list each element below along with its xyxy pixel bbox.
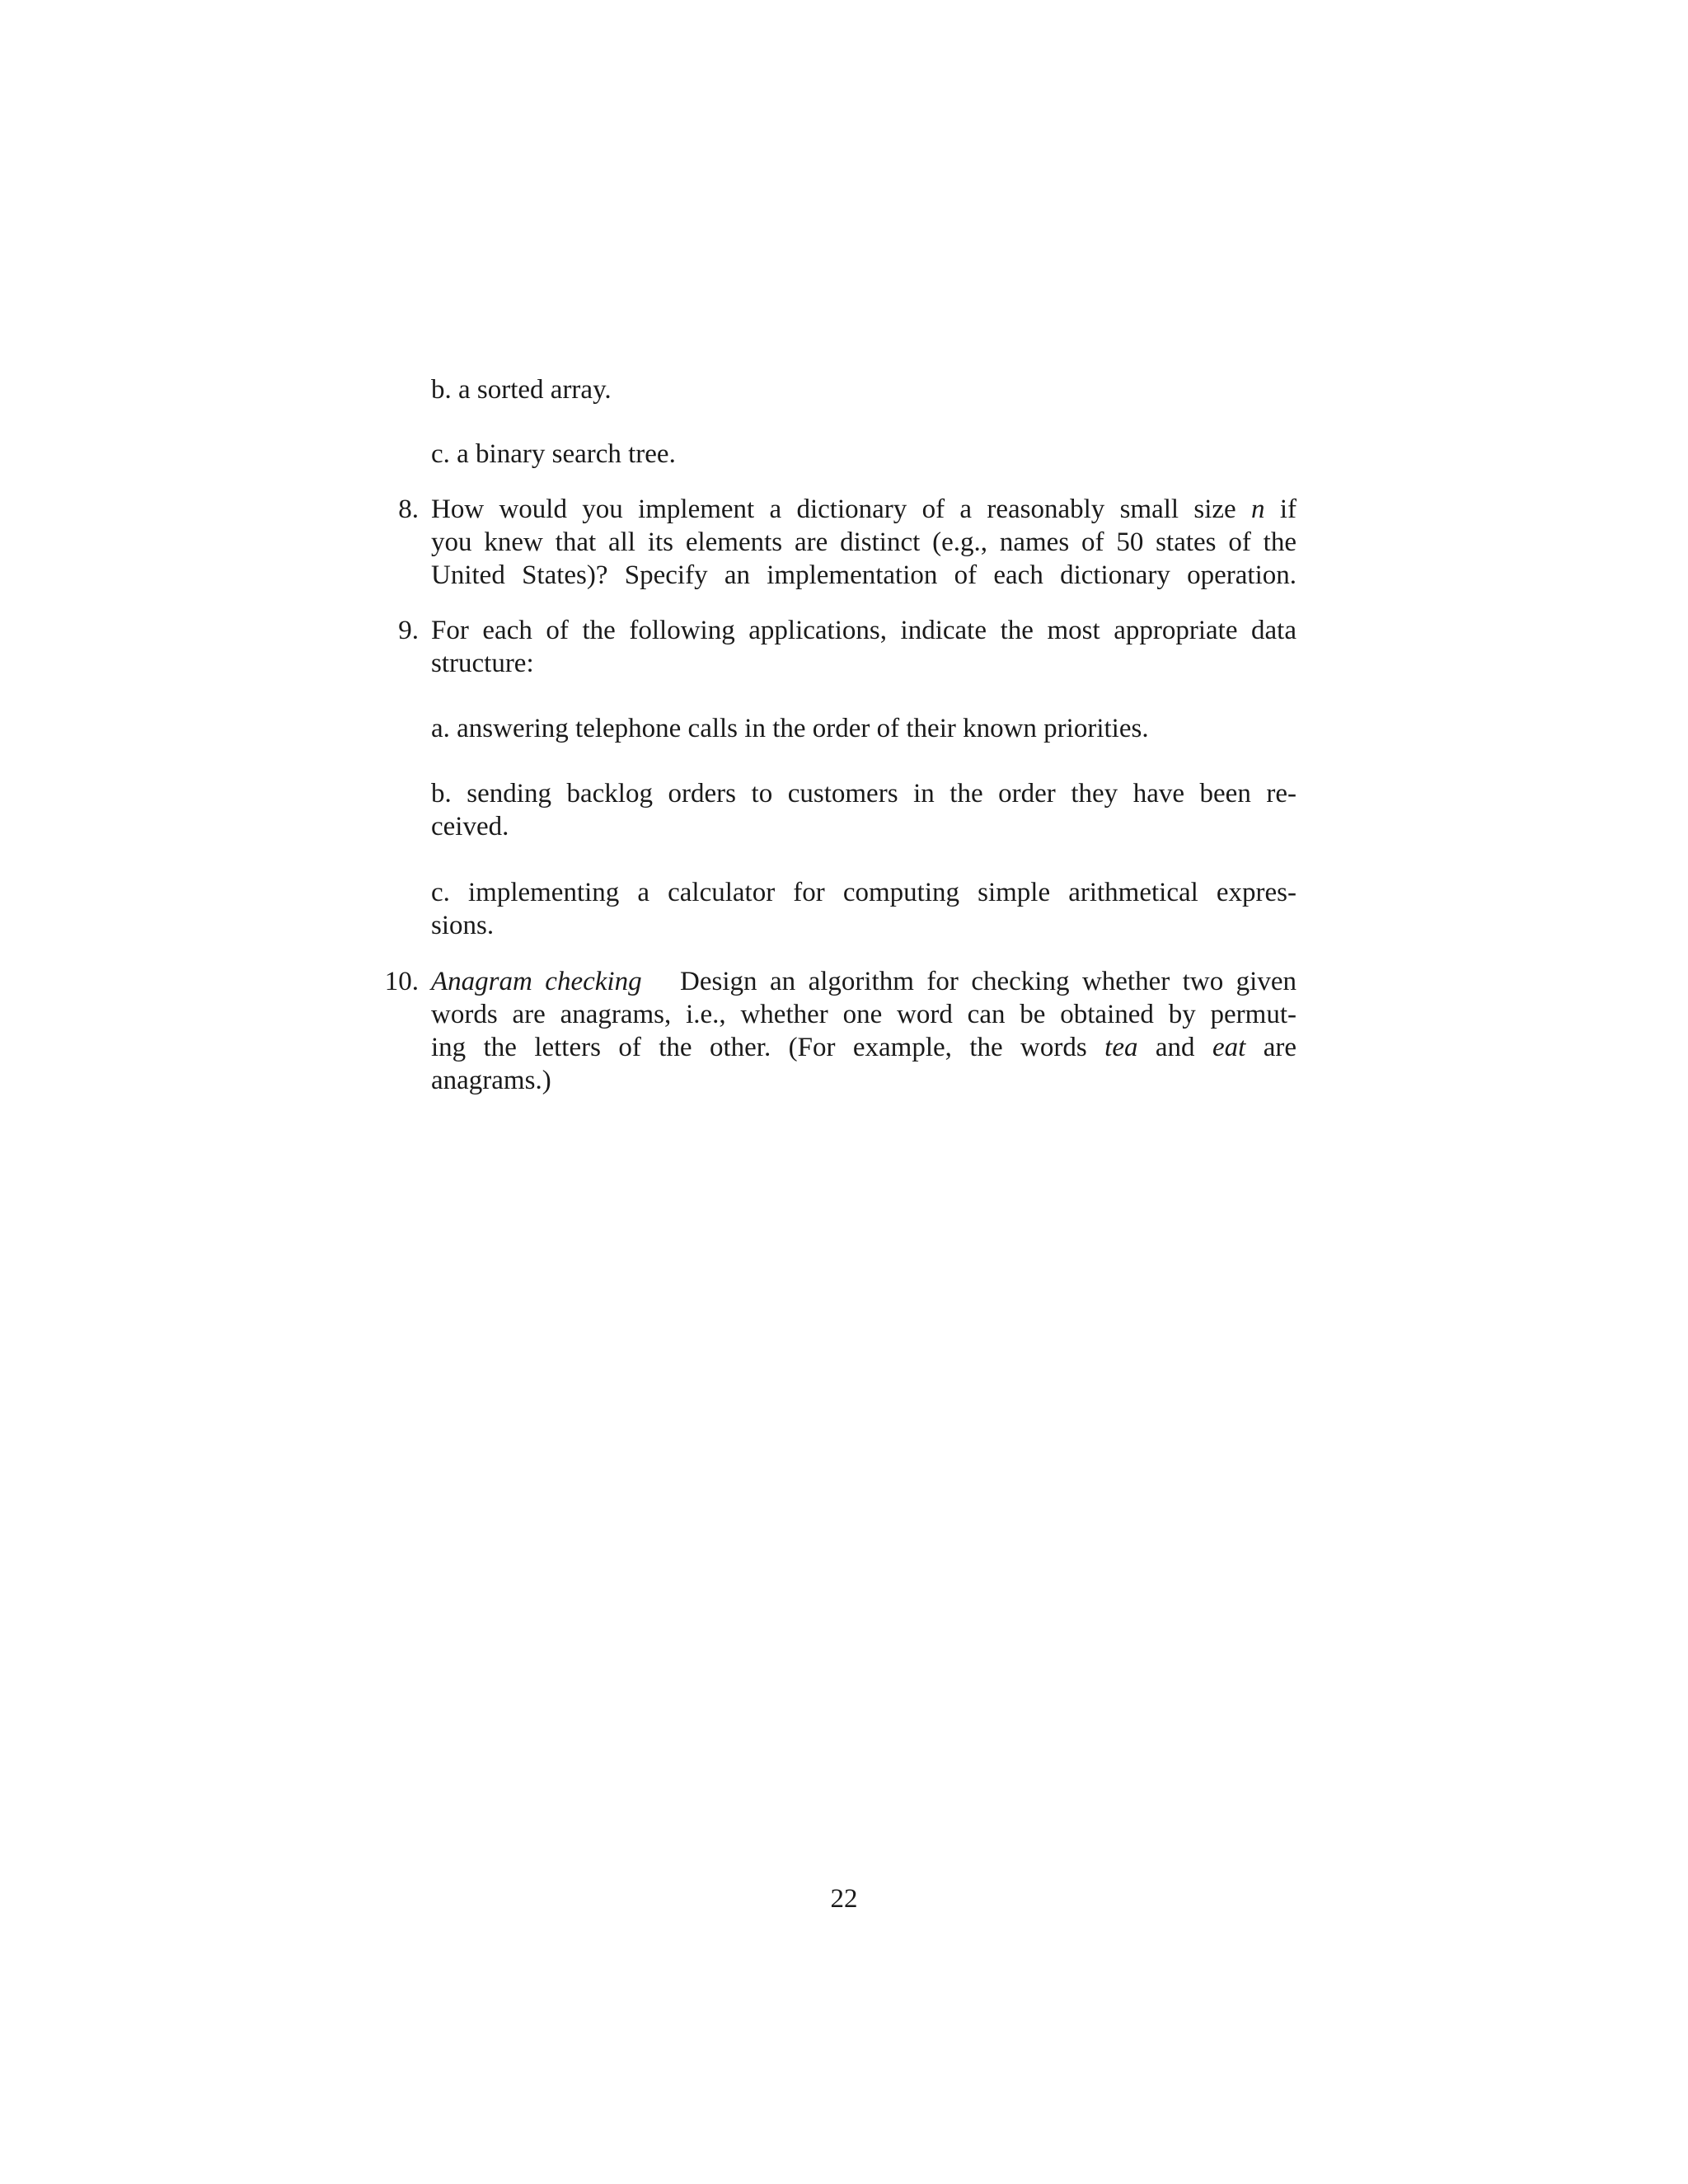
item8-line1-text: How would you implement a dictionary of a reasonably small size	[431, 494, 1236, 524]
item8-line2: you knew that all its elements are distinct (e.g., names of 50 states of the	[431, 527, 1296, 557]
item9-option-c-line1: c. implementing a calculator for computing simple arithmetical expres-	[431, 878, 1296, 907]
item9-number: 9.	[398, 616, 419, 645]
item10-line3	[431, 1031, 1296, 1064]
item10-line4: anagrams.)	[431, 1066, 551, 1095]
item10-line1	[431, 965, 1296, 998]
item10-number: 10.	[384, 967, 419, 996]
item9-line2: structure:	[431, 649, 534, 678]
item8-number: 8.	[398, 494, 419, 524]
item9-line1: For each of the following applications, indicate the most appropriate data	[431, 616, 1296, 645]
item10-word-tea: tea	[1104, 1033, 1138, 1062]
item8-line1-end: if	[1279, 494, 1296, 524]
item9-option-b-line2: ceived.	[431, 812, 509, 841]
item10-line2: words are anagrams, i.e., whether one word can be obtained by permut-	[431, 1000, 1296, 1029]
item8-variable-n: n	[1251, 494, 1265, 524]
item10-and: and	[1155, 1033, 1195, 1062]
item10-line3-end: are	[1263, 1033, 1297, 1062]
item9-option-b-line1: b. sending backlog orders to customers in the order they have been re-	[431, 779, 1296, 808]
item9-option-c-line2: sions.	[431, 911, 495, 940]
item10-title: Anagram checking	[431, 967, 642, 996]
item10-line1-text: Design an algorithm for checking whether two given	[680, 967, 1296, 996]
item8-line1	[431, 493, 1296, 526]
page-number: 22	[830, 1884, 858, 1914]
item10-line3-text: ing the letters of the other. (For example, the words	[431, 1033, 1087, 1062]
item7-option-b: b. a sorted array.	[431, 375, 612, 405]
item8-line3: United States)? Specify an implementation of each dictionary operation.	[431, 560, 1296, 590]
item9-option-a: a. answering telephone calls in the order of their known priorities.	[431, 714, 1149, 743]
item10-word-eat: eat	[1212, 1033, 1246, 1062]
item7-option-c: c. a binary search tree.	[431, 439, 676, 469]
